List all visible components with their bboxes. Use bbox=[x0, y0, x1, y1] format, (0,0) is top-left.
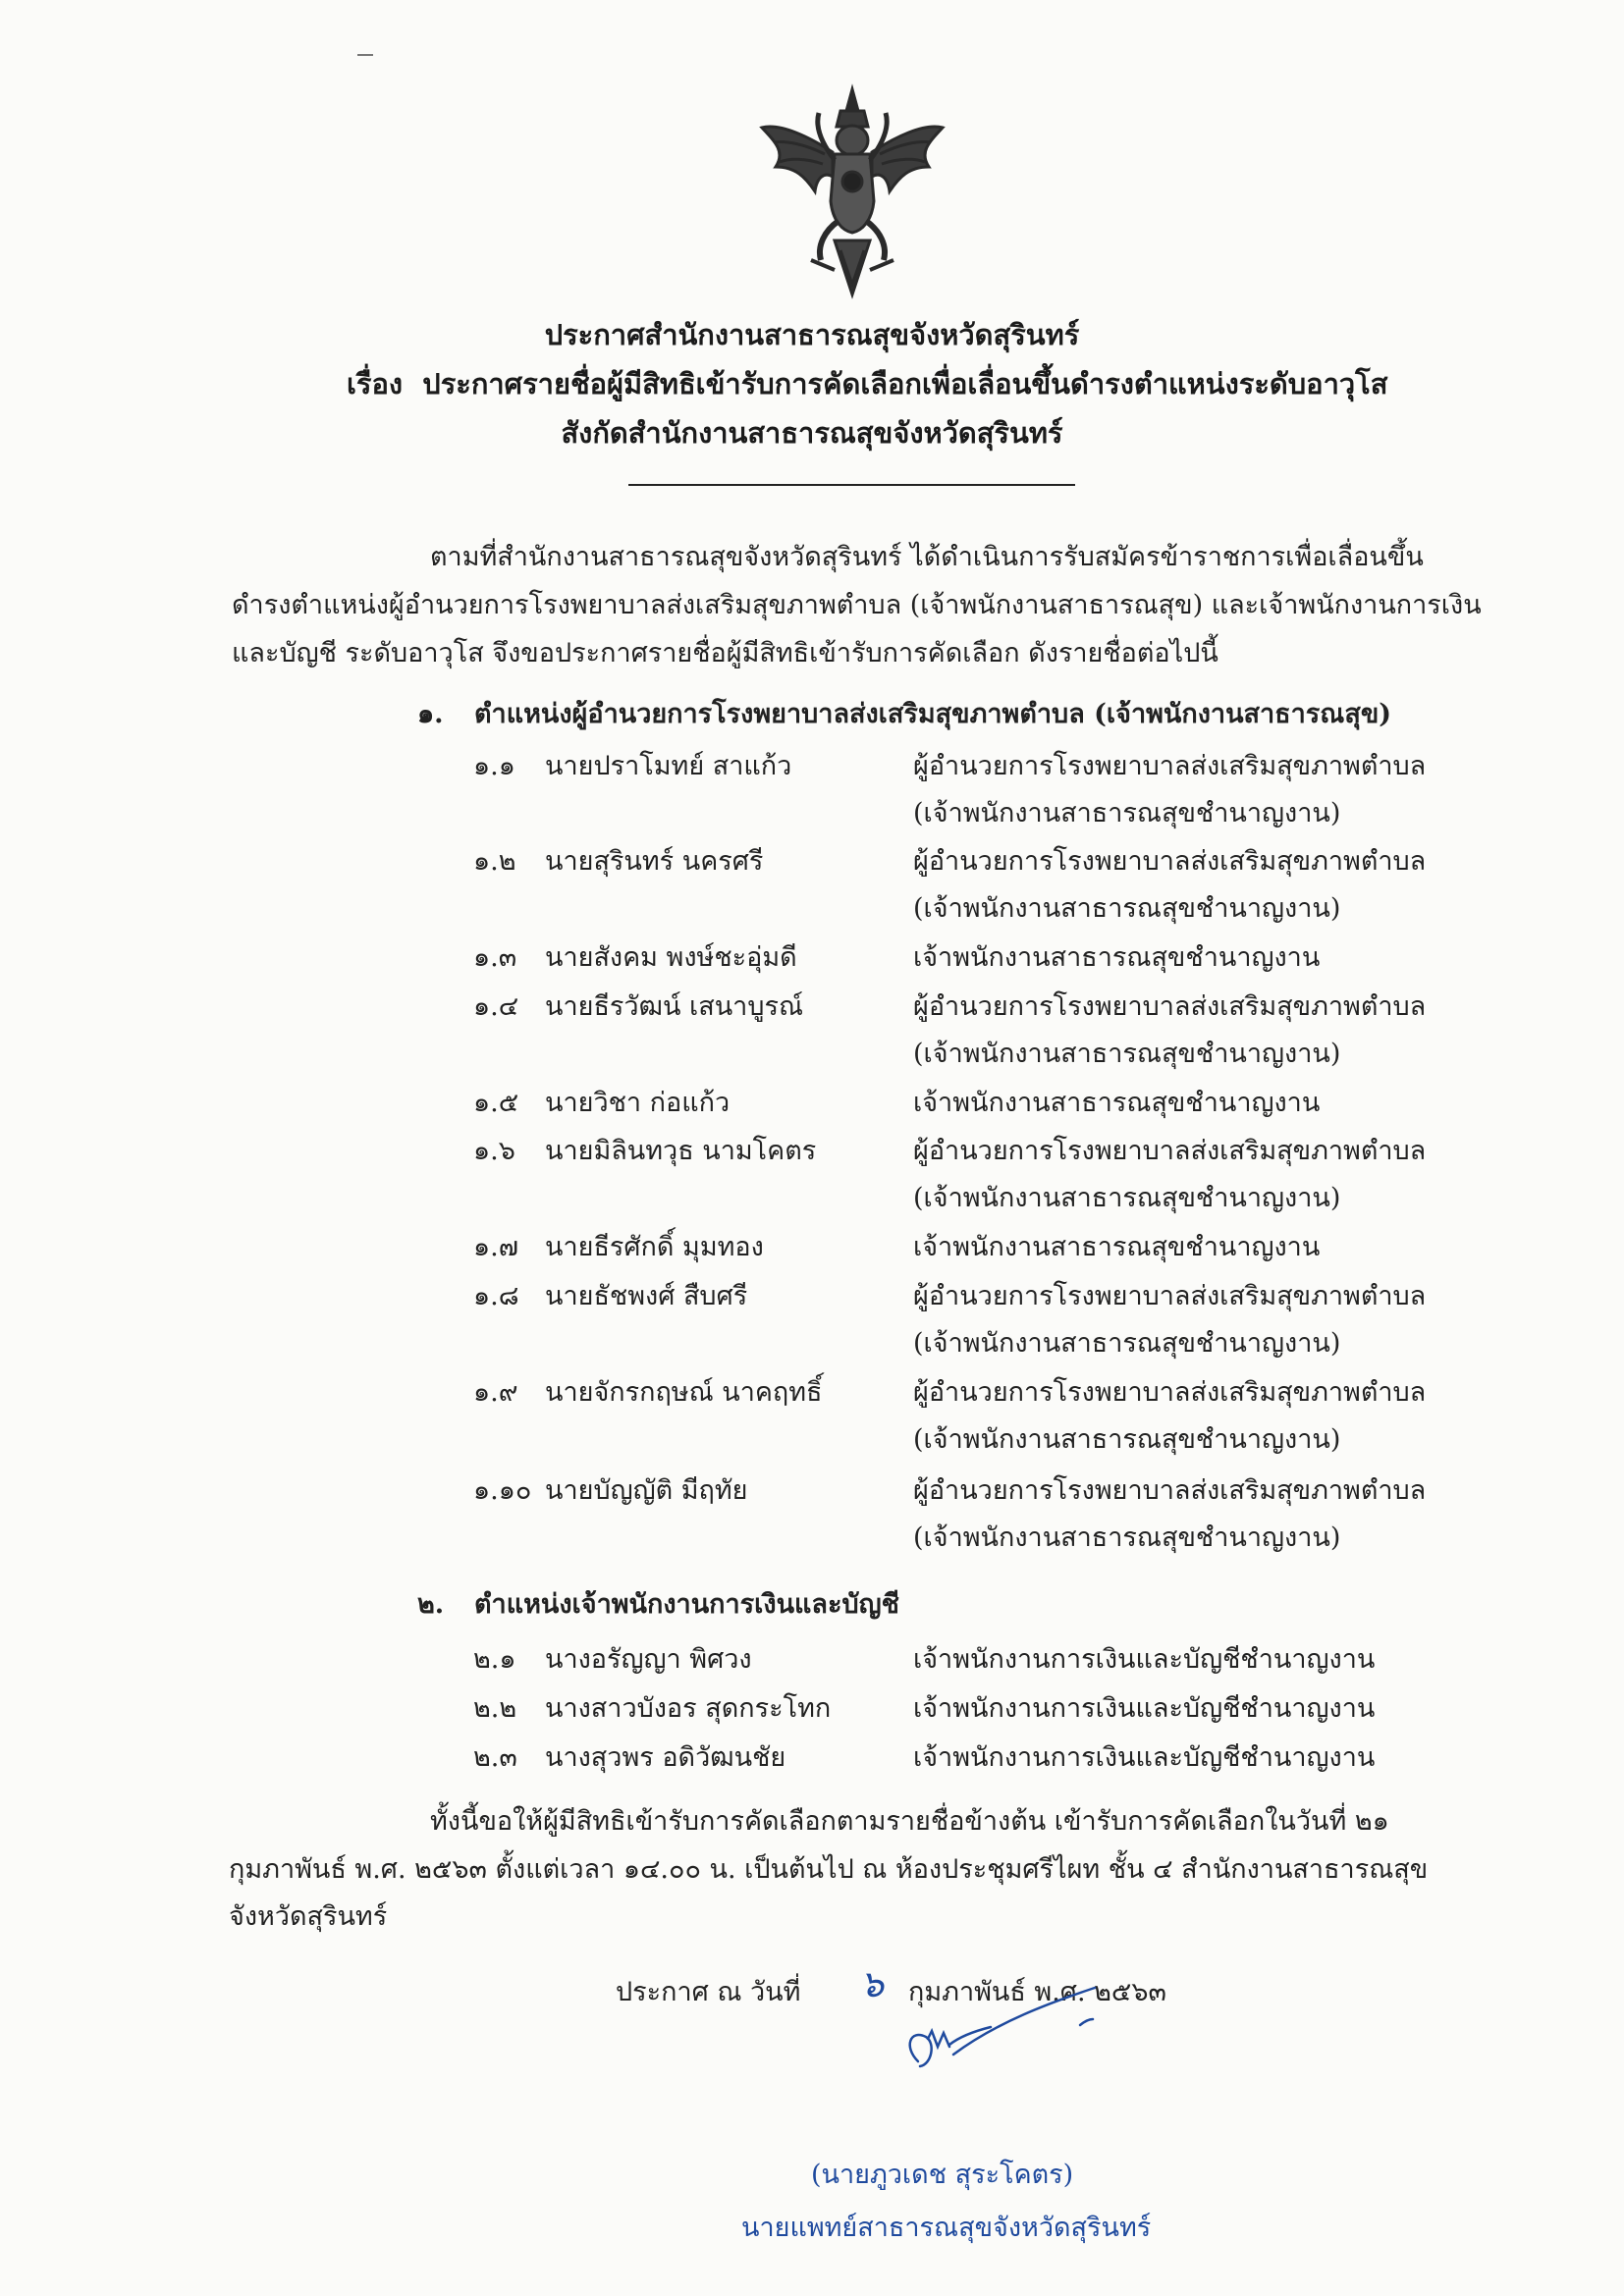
scan-mark bbox=[357, 54, 373, 56]
item-position: ผู้อำนวยการโรงพยาบาลส่งเสริมสุขภาพตำบล bbox=[913, 991, 1427, 1022]
announced-suffix: กุมภาพันธ์ พ.ศ. ๒๕๖๓ bbox=[908, 1977, 1166, 2007]
item-position: ผู้อำนวยการโรงพยาบาลส่งเสริมสุขภาพตำบล bbox=[913, 1377, 1427, 1408]
item-number: ๑.๙ bbox=[473, 1377, 518, 1408]
signature-icon bbox=[889, 1968, 1105, 2086]
item-name: นายมิลินทวุธ นามโคตร bbox=[545, 1136, 817, 1166]
intro-line-2: ดำรงตำแหน่งผู้อำนวยการโรงพยาบาลส่งเสริมสุขภาพตำบล (เจ้าพนักงานสาธารณสุข) และเจ้าพนักงานการเงิน bbox=[232, 590, 1482, 620]
intro-line-3: และบัญชี ระดับอาวุโส จึงขอประกาศรายชื่อผู้มีสิทธิเข้ารับการคัดเลือก ดังรายชื่อต่อไปนี้ bbox=[232, 638, 1218, 668]
item-number: ๑.๑๐ bbox=[473, 1475, 532, 1506]
item-name: นางสาวบังอร สุดกระโทก bbox=[545, 1693, 832, 1724]
subject-line bbox=[347, 361, 1387, 406]
item-name: นายปราโมทย์ สาแก้ว bbox=[545, 751, 792, 781]
item-position-detail: (เจ้าพนักงานสาธารณสุขชำนาญงาน) bbox=[913, 1522, 1341, 1553]
item-name: นายธัชพงศ์ สืบศรี bbox=[545, 1281, 748, 1311]
announced-day-handwritten: ๖ bbox=[860, 1962, 885, 2005]
subject-label: เรื่อง bbox=[347, 367, 404, 400]
item-number: ๒.๓ bbox=[473, 1742, 517, 1773]
section-2-title: ตำแหน่งเจ้าพนักงานการเงินและบัญชี bbox=[474, 1589, 899, 1620]
section-1-number: ๑. bbox=[417, 699, 444, 729]
item-position: ผู้อำนวยการโรงพยาบาลส่งเสริมสุขภาพตำบล bbox=[913, 1281, 1427, 1311]
intro-line-1: ตามที่สำนักงานสาธารณสุขจังหวัดสุรินทร์ ได้ดำเนินการรับสมัครข้าราชการเพื่อเลื่อนขึ้น bbox=[430, 542, 1424, 572]
item-name: นางอรัญญา พิศวง bbox=[545, 1644, 752, 1675]
section-1-title: ตำแหน่งผู้อำนวยการโรงพยาบาลส่งเสริมสุขภาพตำบล (เจ้าพนักงานสาธารณสุข) bbox=[474, 699, 1392, 729]
item-number: ๑.๘ bbox=[473, 1281, 519, 1311]
item-position: เจ้าพนักงานการเงินและบัญชีชำนาญงาน bbox=[913, 1742, 1376, 1773]
item-position-detail: (เจ้าพนักงานสาธารณสุขชำนาญงาน) bbox=[913, 798, 1341, 828]
item-name: นายสุรินทร์ นครศรี bbox=[545, 846, 764, 877]
subject-text: ประกาศรายชื่อผู้มีสิทธิเข้ารับการคัดเลือกเพื่อเลื่อนขึ้นดำรงตำแหน่งระดับอาวุโส bbox=[422, 367, 1388, 400]
item-position-detail: (เจ้าพนักงานสาธารณสุขชำนาญงาน) bbox=[913, 1039, 1341, 1069]
title-divider bbox=[628, 484, 1075, 486]
item-number: ๑.๔ bbox=[473, 991, 519, 1022]
signatory-name: (นายภูวเดช สุระโคตร) bbox=[811, 2160, 1074, 2190]
garuda-emblem-icon bbox=[756, 83, 948, 299]
item-number: ๒.๒ bbox=[473, 1693, 517, 1724]
item-number: ๑.๒ bbox=[473, 846, 516, 877]
item-position-detail: (เจ้าพนักงานสาธารณสุขชำนาญงาน) bbox=[913, 1424, 1341, 1455]
item-position: ผู้อำนวยการโรงพยาบาลส่งเสริมสุขภาพตำบล bbox=[913, 1136, 1427, 1166]
item-number: ๑.๓ bbox=[473, 942, 517, 973]
item-number: ๑.๖ bbox=[473, 1136, 515, 1166]
item-position: เจ้าพนักงานสาธารณสุขชำนาญงาน bbox=[913, 942, 1321, 973]
item-position-detail: (เจ้าพนักงานสาธารณสุขชำนาญงาน) bbox=[913, 1328, 1341, 1359]
item-name: นางสุวพร อดิวัฒนชัย bbox=[545, 1742, 786, 1773]
item-number: ๑.๑ bbox=[473, 751, 515, 781]
item-position: ผู้อำนวยการโรงพยาบาลส่งเสริมสุขภาพตำบล bbox=[913, 846, 1427, 877]
item-number: ๒.๑ bbox=[473, 1644, 516, 1675]
item-position: ผู้อำนวยการโรงพยาบาลส่งเสริมสุขภาพตำบล bbox=[913, 751, 1427, 781]
announced-prefix: ประกาศ ณ วันที่ bbox=[616, 1977, 801, 2007]
item-position: ผู้อำนวยการโรงพยาบาลส่งเสริมสุขภาพตำบล bbox=[913, 1475, 1427, 1506]
item-name: นายบัญญัติ มีฤทัย bbox=[545, 1475, 748, 1506]
closing-line-1: ทั้งนี้ขอให้ผู้มีสิทธิเข้ารับการคัดเลือกตามรายชื่อข้างต้น เข้ารับการคัดเลือกในวันที่ ๒๑ bbox=[430, 1806, 1389, 1837]
item-position: เจ้าพนักงานการเงินและบัญชีชำนาญงาน bbox=[913, 1693, 1376, 1724]
item-position-detail: (เจ้าพนักงานสาธารณสุขชำนาญงาน) bbox=[913, 893, 1341, 924]
closing-line-3: จังหวัดสุรินทร์ bbox=[229, 1901, 388, 1932]
announcement-title: ประกาศสำนักงานสาธารณสุขจังหวัดสุรินทร์ bbox=[544, 318, 1080, 351]
item-name: นายจักรกฤษณ์ นาคฤทธิ์ bbox=[545, 1377, 823, 1408]
item-name: นายวิชา ก่อแก้ว bbox=[545, 1088, 731, 1118]
item-number: ๑.๗ bbox=[473, 1232, 519, 1262]
signatory-title: นายแพทย์สาธารณสุขจังหวัดสุรินทร์ bbox=[741, 2213, 1152, 2243]
item-position-detail: (เจ้าพนักงานสาธารณสุขชำนาญงาน) bbox=[913, 1183, 1341, 1213]
item-position: เจ้าพนักงานสาธารณสุขชำนาญงาน bbox=[913, 1088, 1321, 1118]
item-position: เจ้าพนักงานสาธารณสุขชำนาญงาน bbox=[913, 1232, 1321, 1262]
item-position: เจ้าพนักงานการเงินและบัญชีชำนาญงาน bbox=[913, 1644, 1376, 1675]
item-name: นายสังคม พงษ์ชะอุ่มดี bbox=[545, 942, 797, 973]
item-number: ๑.๕ bbox=[473, 1088, 519, 1118]
item-name: นายธีรศักดิ์ มุมทอง bbox=[545, 1232, 764, 1262]
item-name: นายธีรวัฒน์ เสนาบูรณ์ bbox=[545, 991, 804, 1022]
closing-line-2: กุมภาพันธ์ พ.ศ. ๒๕๖๓ ตั้งแต่เวลา ๑๔.๐๐ น. เป็นต้นไป ณ ห้องประชุมศรีไผท ชั้น ๔ สำนักงานสาธารณสุข bbox=[229, 1854, 1429, 1885]
section-2-number: ๒. bbox=[417, 1589, 445, 1620]
affiliation-line: สังกัดสำนักงานสาธารณสุขจังหวัดสุรินทร์ bbox=[561, 416, 1063, 450]
